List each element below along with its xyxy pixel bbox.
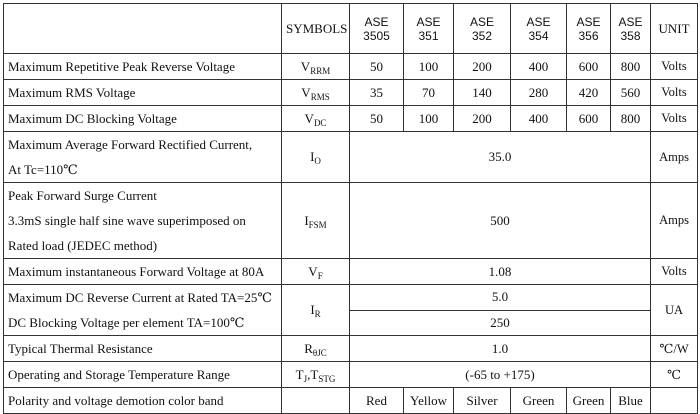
value-cell: 400 [511,54,567,80]
value-cell: 35.0 [350,132,651,183]
value-cell: 140 [454,80,511,106]
header-symbols: SYMBOLS [282,4,350,54]
specifications-table [3,3,698,414]
param-label: Maximum RMS Voltage [4,80,282,106]
symbol-cell: $V_{RMS}$ [282,80,350,106]
param-label: Maximum DC Blocking Voltage [4,106,282,132]
value-cell: 600 [567,54,611,80]
param-label: Polarity and voltage demotion color band [4,388,282,414]
table-row [4,336,698,362]
param-label: Maximum instantaneous Forward Voltage at 80A [4,259,282,285]
unit-cell: Amps [651,183,698,259]
color-band-cell: Silver [454,388,511,414]
header-parameter-cell [4,4,282,54]
color-band-cell: Green [567,388,611,414]
table-row [4,132,698,183]
color-band-cell: Blue [611,388,651,414]
color-band-cell: Green [511,388,567,414]
table-row [4,285,698,311]
value-cell: 100 [404,54,454,80]
unit-cell: Volts [651,54,698,80]
value-cell: 250 [350,310,651,336]
unit-cell: UA [651,285,698,336]
param-label: Typical Thermal Resistance [4,336,282,362]
value-cell: 5.0 [350,285,651,311]
table-row [4,362,698,388]
symbol-cell: $V_{DC}$ [282,106,350,132]
unit-cell: Volts [651,80,698,106]
color-band-cell: Yellow [404,388,454,414]
header-model-3: ASE 352 [454,4,511,54]
param-label: Operating and Storage Temperature Range [4,362,282,388]
param-label: Maximum Repetitive Peak Reverse Voltage [4,54,282,80]
value-cell: 1.08 [350,259,651,285]
symbol-cell: $V_F$ [282,259,350,285]
header-model-1: ASE 3505 [350,4,404,54]
unit-cell: Amps [651,132,698,183]
value-cell: 280 [511,80,567,106]
header-unit: UNIT [651,4,698,54]
value-cell: 1.0 [350,336,651,362]
symbol-cell: $I_O$ [282,132,350,183]
value-cell: 420 [567,80,611,106]
value-cell: 800 [611,54,651,80]
symbol-cell: $V_{RRM}$ [282,54,350,80]
table-row [4,54,698,80]
header-row [4,4,698,54]
param-label: Maximum Average Forward Rectified Current, At Tc=110℃ [4,132,282,183]
value-cell: (-65 to +175) [350,362,651,388]
symbol-cell: $T_J,T_{STG}$ [282,362,350,388]
value-cell: 600 [567,106,611,132]
header-model-5: ASE 356 [567,4,611,54]
value-cell: 500 [350,183,651,259]
symbol-cell: $I_R$ [282,285,350,336]
value-cell: 70 [404,80,454,106]
table-row [4,183,698,259]
unit-cell: Volts [651,106,698,132]
param-label: Maximum DC Reverse Current at Rated TA=25℃ DC Blocking Voltage per element TA=100℃ [4,285,282,336]
value-cell: 50 [350,54,404,80]
header-model-2: ASE 351 [404,4,454,54]
unit-cell: Volts [651,259,698,285]
unit-cell: ℃ [651,362,698,388]
unit-cell: ℃/W [651,336,698,362]
value-cell: 200 [454,106,511,132]
value-cell: 560 [611,80,651,106]
symbol-cell: $I_{FSM}$ [282,183,350,259]
table-row [4,80,698,106]
header-model-6: ASE 358 [611,4,651,54]
header-model-4: ASE 354 [511,4,567,54]
symbol-cell: $R_{\theta JC}$ [282,336,350,362]
value-cell: 50 [350,106,404,132]
table-row [4,106,698,132]
value-cell: 35 [350,80,404,106]
value-cell: 800 [611,106,651,132]
color-band-cell: Red [350,388,404,414]
value-cell: 100 [404,106,454,132]
value-cell: 400 [511,106,567,132]
value-cell: 200 [454,54,511,80]
table-row [4,259,698,285]
param-label: Peak Forward Surge Current 3.3mS single half sine wave superimposed on Rated load (JEDEC method) [4,183,282,259]
